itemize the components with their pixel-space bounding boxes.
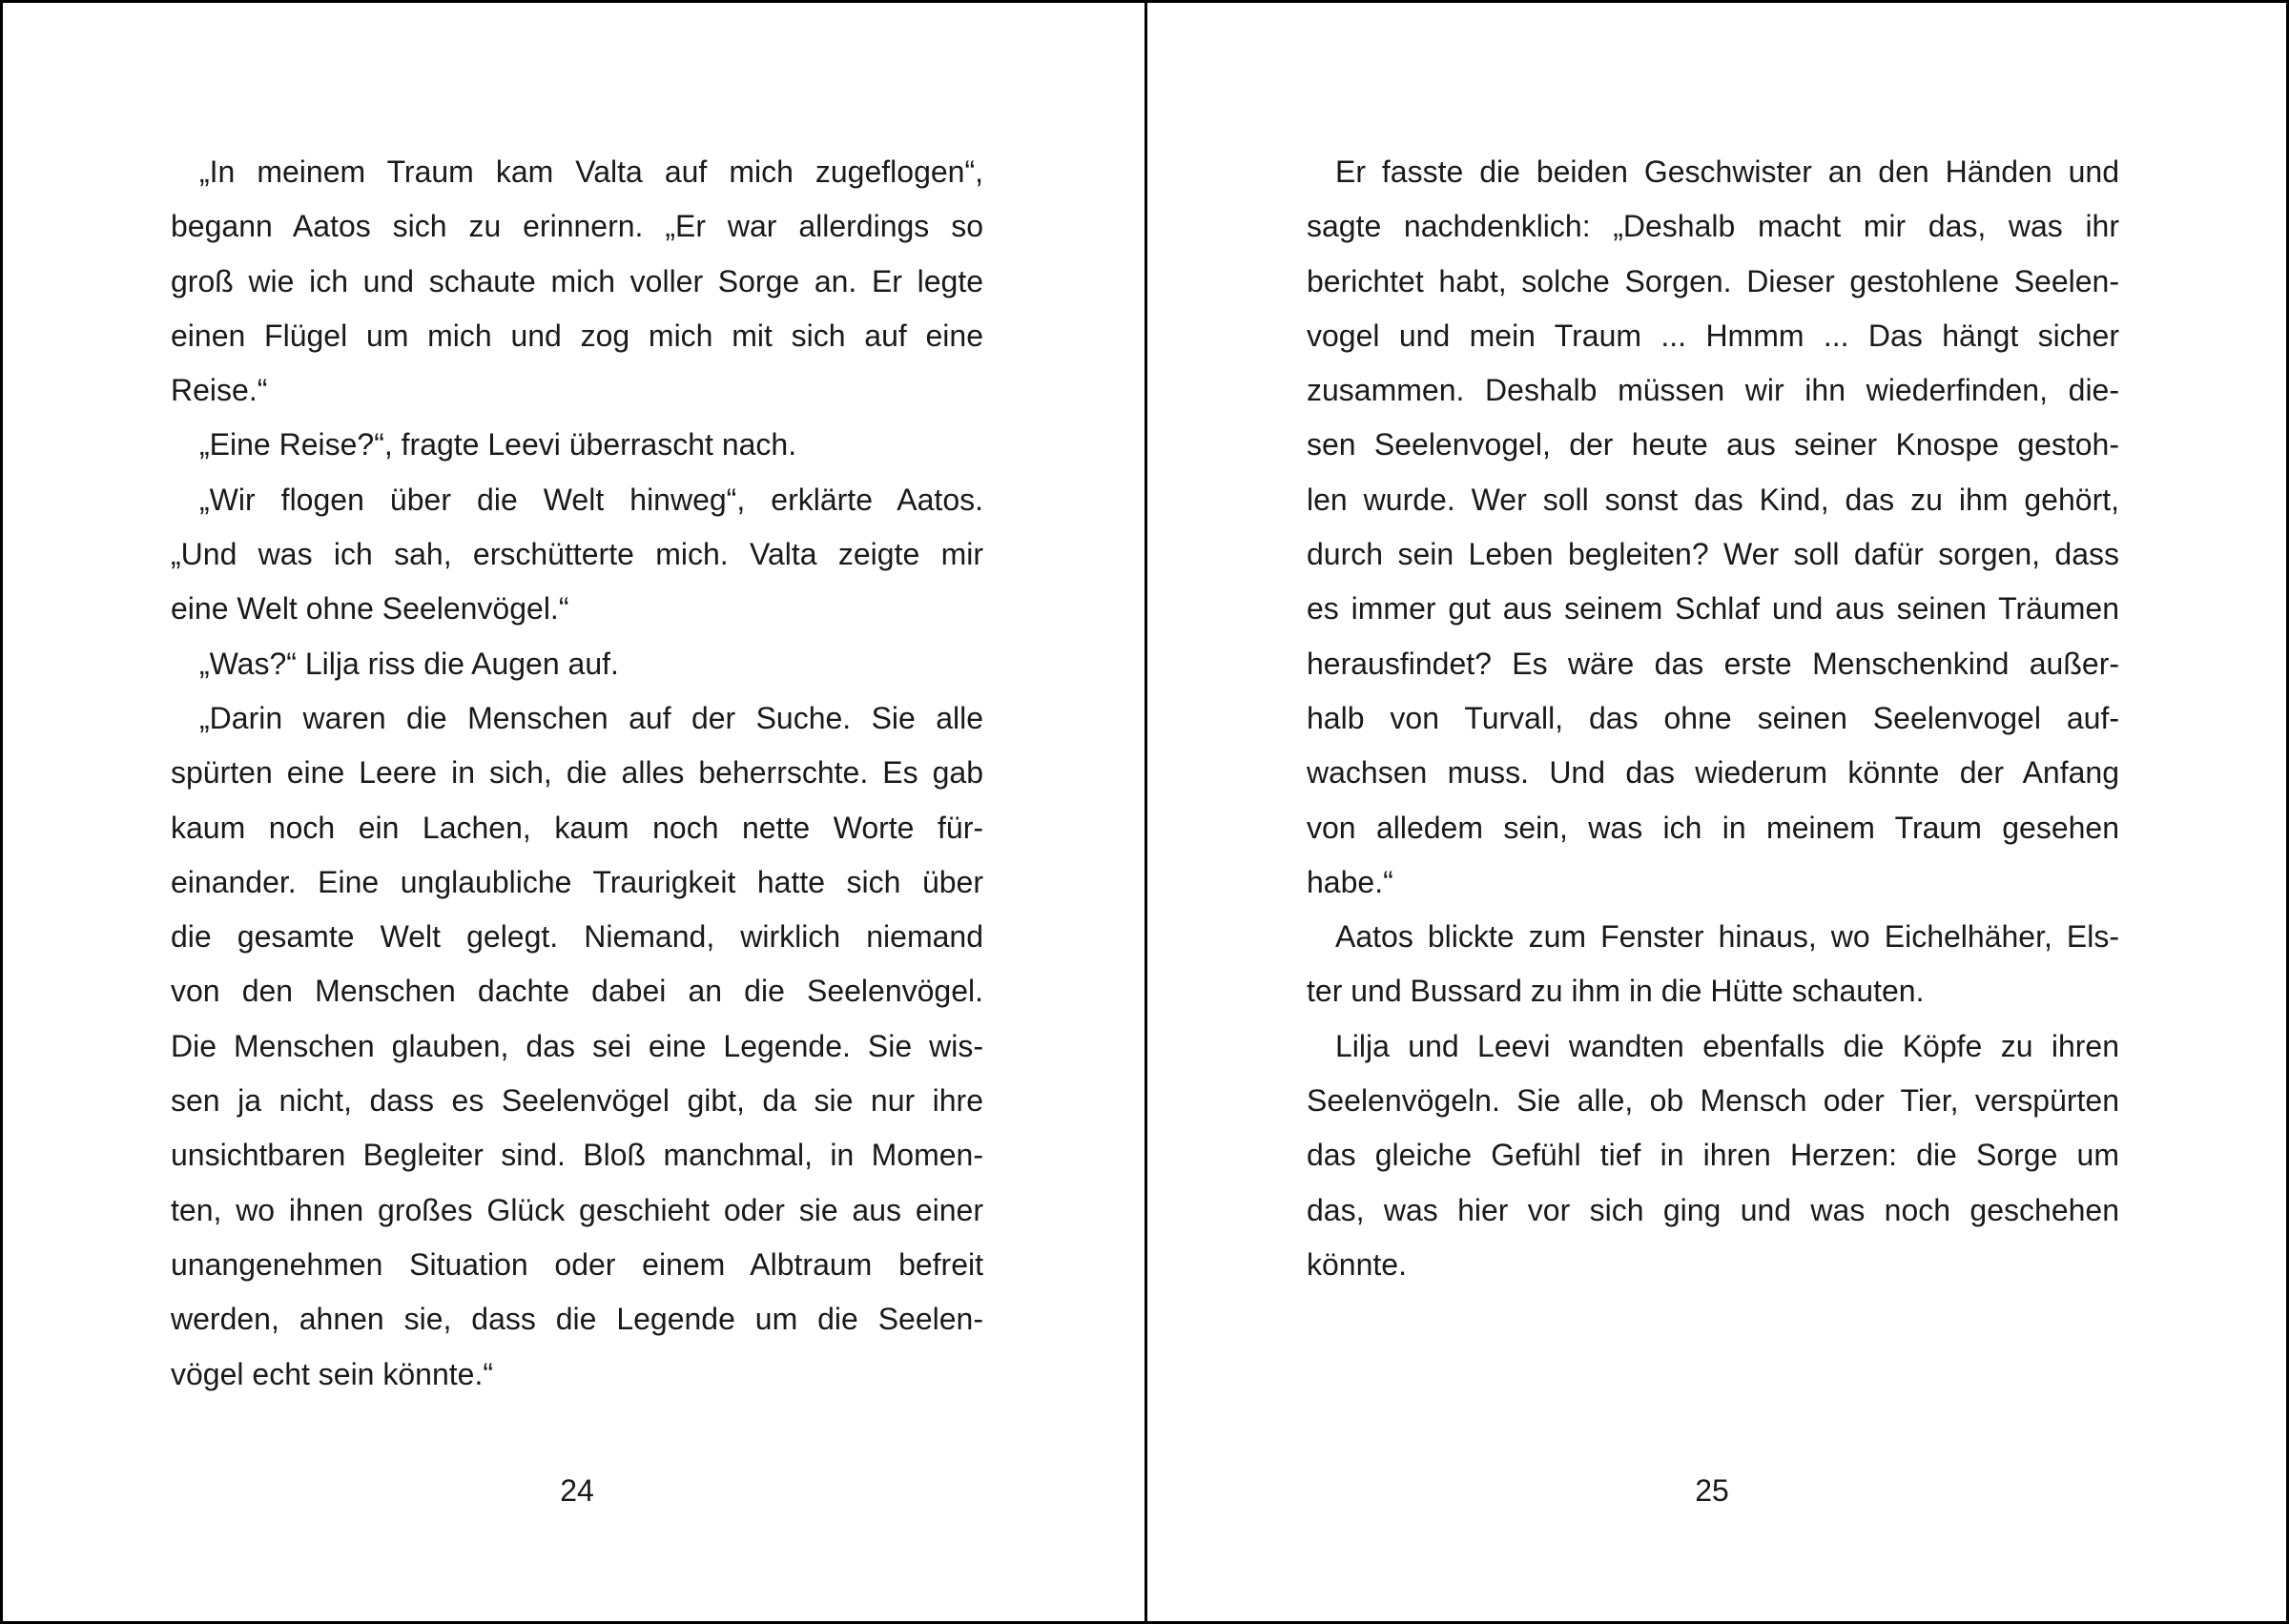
page-number-left: 24 [560, 1473, 594, 1508]
text-line: durch sein Leben begleiten? Wer soll dafür sorgen, dass [1307, 537, 2119, 572]
text-line: von alledem sein, was ich in meinem Traum gesehen [1307, 810, 2119, 845]
text-line: Reise.“ [171, 373, 268, 408]
text-line: „Wir flogen über die Welt hinweg“, erklärte Aatos. [199, 482, 983, 517]
text-line: halb von Turvall, das ohne seinen Seelenvogel auf- [1307, 700, 2119, 735]
page-number-right: 25 [1695, 1473, 1729, 1508]
text-line: sen Seelenvogel, der heute aus seiner Knospe gestoh- [1307, 427, 2119, 463]
text-line: „Eine Reise?“, fragte Leevi überrascht nach. [199, 427, 797, 463]
left-page-text [171, 145, 983, 1402]
text-line: von den Menschen dachte dabei an die Seelenvögel. [171, 974, 983, 1009]
text-line: kaum noch ein Lachen, kaum noch nette Worte für- [171, 810, 983, 845]
text-line: ten, wo ihnen großes Glück geschieht oder sie aus einer [171, 1192, 983, 1227]
paragraph [171, 691, 983, 1402]
text-line: „Darin waren die Menschen auf der Suche. Sie alle [199, 700, 983, 735]
text-line: habe.“ [1307, 864, 1393, 899]
text-line: Er fasste die beiden Geschwister an den Händen und [1335, 154, 2119, 189]
paragraph [1307, 1019, 2119, 1292]
text-line: berichtet habt, solche Sorgen. Dieser gestohlene Seelen- [1307, 263, 2119, 298]
text-line: es immer gut aus seinem Schlaf und aus seinen Träumen [1307, 591, 2119, 627]
text-line: begann Aatos sich zu erinnern. „Er war allerdings so [171, 209, 983, 244]
text-line: könnte. [1307, 1246, 1407, 1282]
text-line: das gleiche Gefühl tief in ihren Herzen: die Sorge um [1307, 1138, 2119, 1173]
text-line: wachsen muss. Und das wiederum könnte der Anfang [1307, 755, 2119, 791]
text-line: das, was hier vor sich ging und was noch geschehen [1307, 1192, 2119, 1227]
text-line: unangenehmen Situation oder einem Albtraum befreit [171, 1246, 983, 1282]
spine-divider [1144, 0, 1147, 1624]
text-line: werden, ahnen sie, dass die Legende um die Seelen- [171, 1302, 983, 1337]
text-line: vogel und mein Traum ... Hmmm ... Das hängt sicher [1307, 318, 2119, 353]
text-line: spürten eine Leere in sich, die alles beherrschte. Es gab [171, 755, 983, 791]
text-line: Lilja und Leevi wandten ebenfalls die Köpfe zu ihren [1335, 1028, 2119, 1063]
text-line: sagte nachdenklich: „Deshalb macht mir das, was ihr [1307, 209, 2119, 244]
text-line: „In meinem Traum kam Valta auf mich zugeflogen“, [199, 154, 983, 189]
text-line: einen Flügel um mich und zog mich mit sich auf eine [171, 318, 983, 353]
text-line: sen ja nicht, dass es Seelenvögel gibt, da sie nur ihre [171, 1083, 983, 1119]
right-page-text [1307, 145, 2119, 1292]
text-line: len wurde. Wer soll sonst das Kind, das zu ihm gehört, [1307, 482, 2119, 517]
text-line: eine Welt ohne Seelenvögel.“ [171, 591, 569, 627]
text-line: „Und was ich sah, erschütterte mich. Valta zeigte mir [171, 537, 983, 572]
text-line: die gesamte Welt gelegt. Niemand, wirklich niemand [171, 919, 983, 955]
text-line: groß wie ich und schaute mich voller Sorge an. Er legte [171, 263, 983, 298]
text-line: unsichtbaren Begleiter sind. Bloß manchmal, in Momen- [171, 1138, 983, 1173]
paragraph [171, 473, 983, 637]
text-line: herausfindet? Es wäre das erste Menschenkind außer- [1307, 646, 2119, 681]
paragraph [171, 418, 983, 472]
paragraph [171, 145, 983, 418]
text-line: „Was?“ Lilja riss die Augen auf. [199, 646, 619, 681]
paragraph [1307, 910, 2119, 1019]
paragraph [171, 637, 983, 691]
text-line: Seelenvögeln. Sie alle, ob Mensch oder Tier, verspürten [1307, 1083, 2119, 1119]
text-line: zusammen. Deshalb müssen wir ihn wiederfinden, die- [1307, 373, 2119, 408]
text-line: Aatos blickte zum Fenster hinaus, wo Eichelhäher, Els- [1335, 919, 2119, 955]
text-line: ter und Bussard zu ihm in die Hütte schauten. [1307, 974, 1925, 1009]
text-line: einander. Eine unglaubliche Traurigkeit hatte sich über [171, 864, 983, 899]
text-line: vögel echt sein könnte.“ [171, 1356, 493, 1391]
paragraph [1307, 145, 2119, 910]
text-line: Die Menschen glauben, das sei eine Legende. Sie wis- [171, 1028, 983, 1063]
